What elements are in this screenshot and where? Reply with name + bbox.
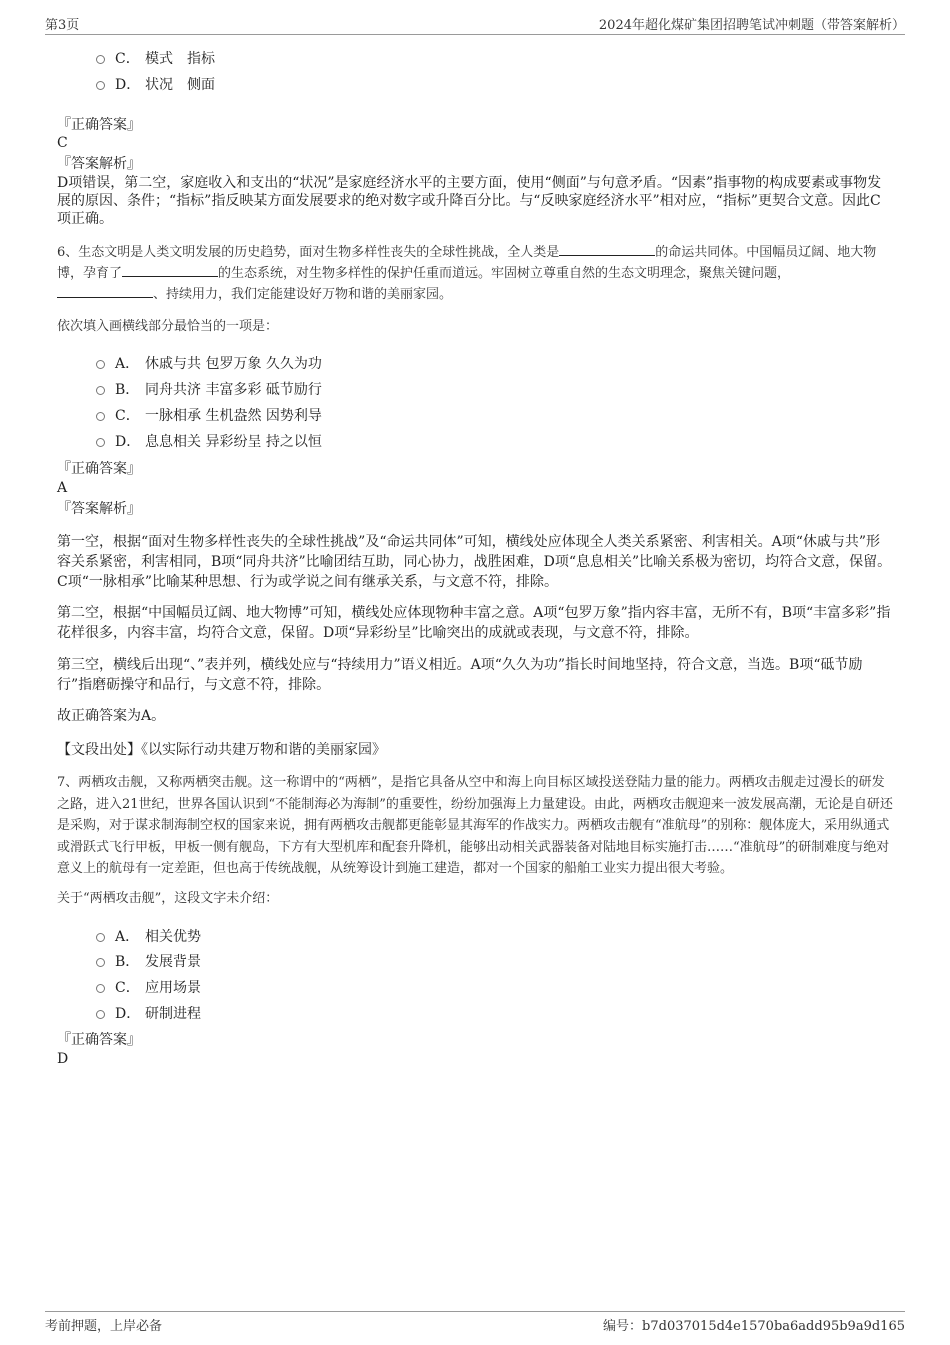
analysis-text: D项错误，第二空，家庭收入和支出的“状况”是家庭经济水平的主要方面，使用“侧面”与句意矛盾。“因素”指事物的构成要素或事物发展的原因、条件；“指标”指反映某方面发展要求的绝对数字或升降百分比。与“反映家庭经济水平”相对应，“指标”更契合文意。因此C项正确。 — [57, 175, 882, 227]
footer-slogan: 考前押题，上岸必备 — [45, 1319, 163, 1334]
analysis-label: 『答案解析』 — [57, 501, 141, 517]
radio-icon[interactable] — [96, 81, 105, 90]
answer-label: 『正确答案』 — [57, 461, 141, 477]
question-6-stem: 6、生态文明是人类文明发展的历史趋势，面对生物多样性丧失的全球性挑战，全人类是 的命运共同体。中国幅员辽阔、地大物博，孕育了 的生态系统，对生物多样性的保护任重而道远。牢固树立尊重自然的生态文明理念，聚焦关键问题， 、持续用力，我们定能建设好万物和谐的美丽家园。 — [57, 245, 877, 302]
option-b[interactable]: B． 发展背景 — [96, 951, 201, 971]
radio-icon[interactable] — [96, 360, 105, 369]
radio-icon[interactable] — [96, 438, 105, 447]
radio-icon[interactable] — [96, 1010, 105, 1019]
radio-icon[interactable] — [96, 984, 105, 993]
answer-value: A — [57, 480, 68, 496]
fill-blank — [122, 264, 218, 277]
radio-icon[interactable] — [96, 933, 105, 942]
fill-blank — [559, 243, 655, 256]
answer-value: C — [57, 135, 68, 151]
option-a[interactable]: A． 休戚与共 包罗万象 久久为功 — [96, 353, 322, 373]
option-a[interactable]: A． 相关优势 — [96, 926, 201, 946]
radio-icon[interactable] — [96, 386, 105, 395]
document-title: 2024年超化煤矿集团招聘笔试冲刺题（带答案解析） — [598, 18, 905, 33]
page-header — [45, 14, 905, 35]
option-b[interactable]: B． 同舟共济 丰富多彩 砥节励行 — [96, 379, 322, 399]
question-6-prompt: 依次填入画横线部分最恰当的一项是： — [57, 319, 279, 334]
option-c[interactable]: C． 一脉相承 生机盎然 因势利导 — [96, 405, 322, 425]
option-d[interactable]: D． 状况 侧面 — [96, 74, 215, 94]
answer-value: D — [57, 1051, 69, 1067]
option-c[interactable]: C． 应用场景 — [96, 977, 201, 997]
option-c[interactable]: C． 模式 指标 — [96, 48, 215, 68]
analysis-paragraph: 第一空，根据“面对生物多样性丧失的全球性挑战”及“命运共同体”可知，横线处应体现全人类关系紧密、利害相关。A项“休戚与共”形容关系紧密，利害相同，B项“同舟共济”比喻团结互助，同心协力，战胜困难，D项“息息相关”比喻关系极为密切，均符合文意，保留。C项“一脉相承”比喻某种思想、行为或学说之间有继承关系，与文意不符，排除。 — [57, 534, 892, 590]
option-d[interactable]: D． 息息相关 异彩纷呈 持之以恒 — [96, 431, 322, 451]
analysis-paragraph: 故正确答案为A。 — [57, 708, 166, 724]
page-number: 第3页 — [45, 18, 80, 33]
question-7-prompt: 关于“两栖攻击舰”，这段文字未介绍： — [57, 891, 279, 906]
radio-icon[interactable] — [96, 55, 105, 64]
option-d[interactable]: D． 研制进程 — [96, 1003, 201, 1023]
question-7-stem: 7、两栖攻击舰，又称两栖突击舰。这一称谓中的“两栖”，是指它具备从空中和海上向目标区域投送登陆力量的能力。两栖攻击舰走过漫长的研发之路，进入21世纪，世界各国认识到“不能制海必为海制”的重要性，纷纷加强海上力量建设。由此，两栖攻击舰迎来一波发展高潮，无论是自研还是采购，对于谋求制海制空权的国家来说，拥有两栖攻击舰都更能彰显其海军的作战实力。两栖攻击舰有“准航母”的别称：舰体庞大，采用纵通式或滑跃式飞行甲板，甲板一侧有舰岛，下方有大型机库和配套升降机，能够出动相关武器装备对陆地目标实施打击……“准航母”的研制难度与绝对意义上的航母有一定差距，但也高于传统战舰，从统筹设计到施工建造，都对一个国家的船舶工业实力提出很大考验。 — [57, 775, 893, 876]
analysis-paragraph: 第二空，根据“中国幅员辽阔、地大物博”可知，横线处应体现物种丰富之意。A项“包罗万象”指内容丰富，无所不有，B项“丰富多彩”指花样很多，内容丰富，均符合文意，保留。D项“异彩纷呈”比喻突出的成就或表现，与文意不符，排除。 — [57, 605, 891, 641]
answer-label: 『正确答案』 — [57, 1032, 141, 1048]
source-note: 【文段出处】《以实际行动共建万物和谐的美丽家园》 — [57, 742, 386, 758]
answer-label: 『正确答案』 — [57, 117, 141, 133]
page-footer — [45, 1311, 905, 1334]
analysis-paragraph: 第三空，横线后出现“、”表并列，横线处应与“持续用力”语义相近。A项“久久为功”指长时间地坚持，符合文意，当选。B项“砥节励行”指磨砺操守和品行，与文意不符，排除。 — [57, 657, 863, 693]
document-code: 编号：b7d037015d4e1570ba6add95b9a9d165 — [603, 1319, 905, 1334]
radio-icon[interactable] — [96, 958, 105, 967]
radio-icon[interactable] — [96, 412, 105, 421]
fill-blank — [57, 285, 153, 298]
analysis-label: 『答案解析』 — [57, 156, 141, 172]
